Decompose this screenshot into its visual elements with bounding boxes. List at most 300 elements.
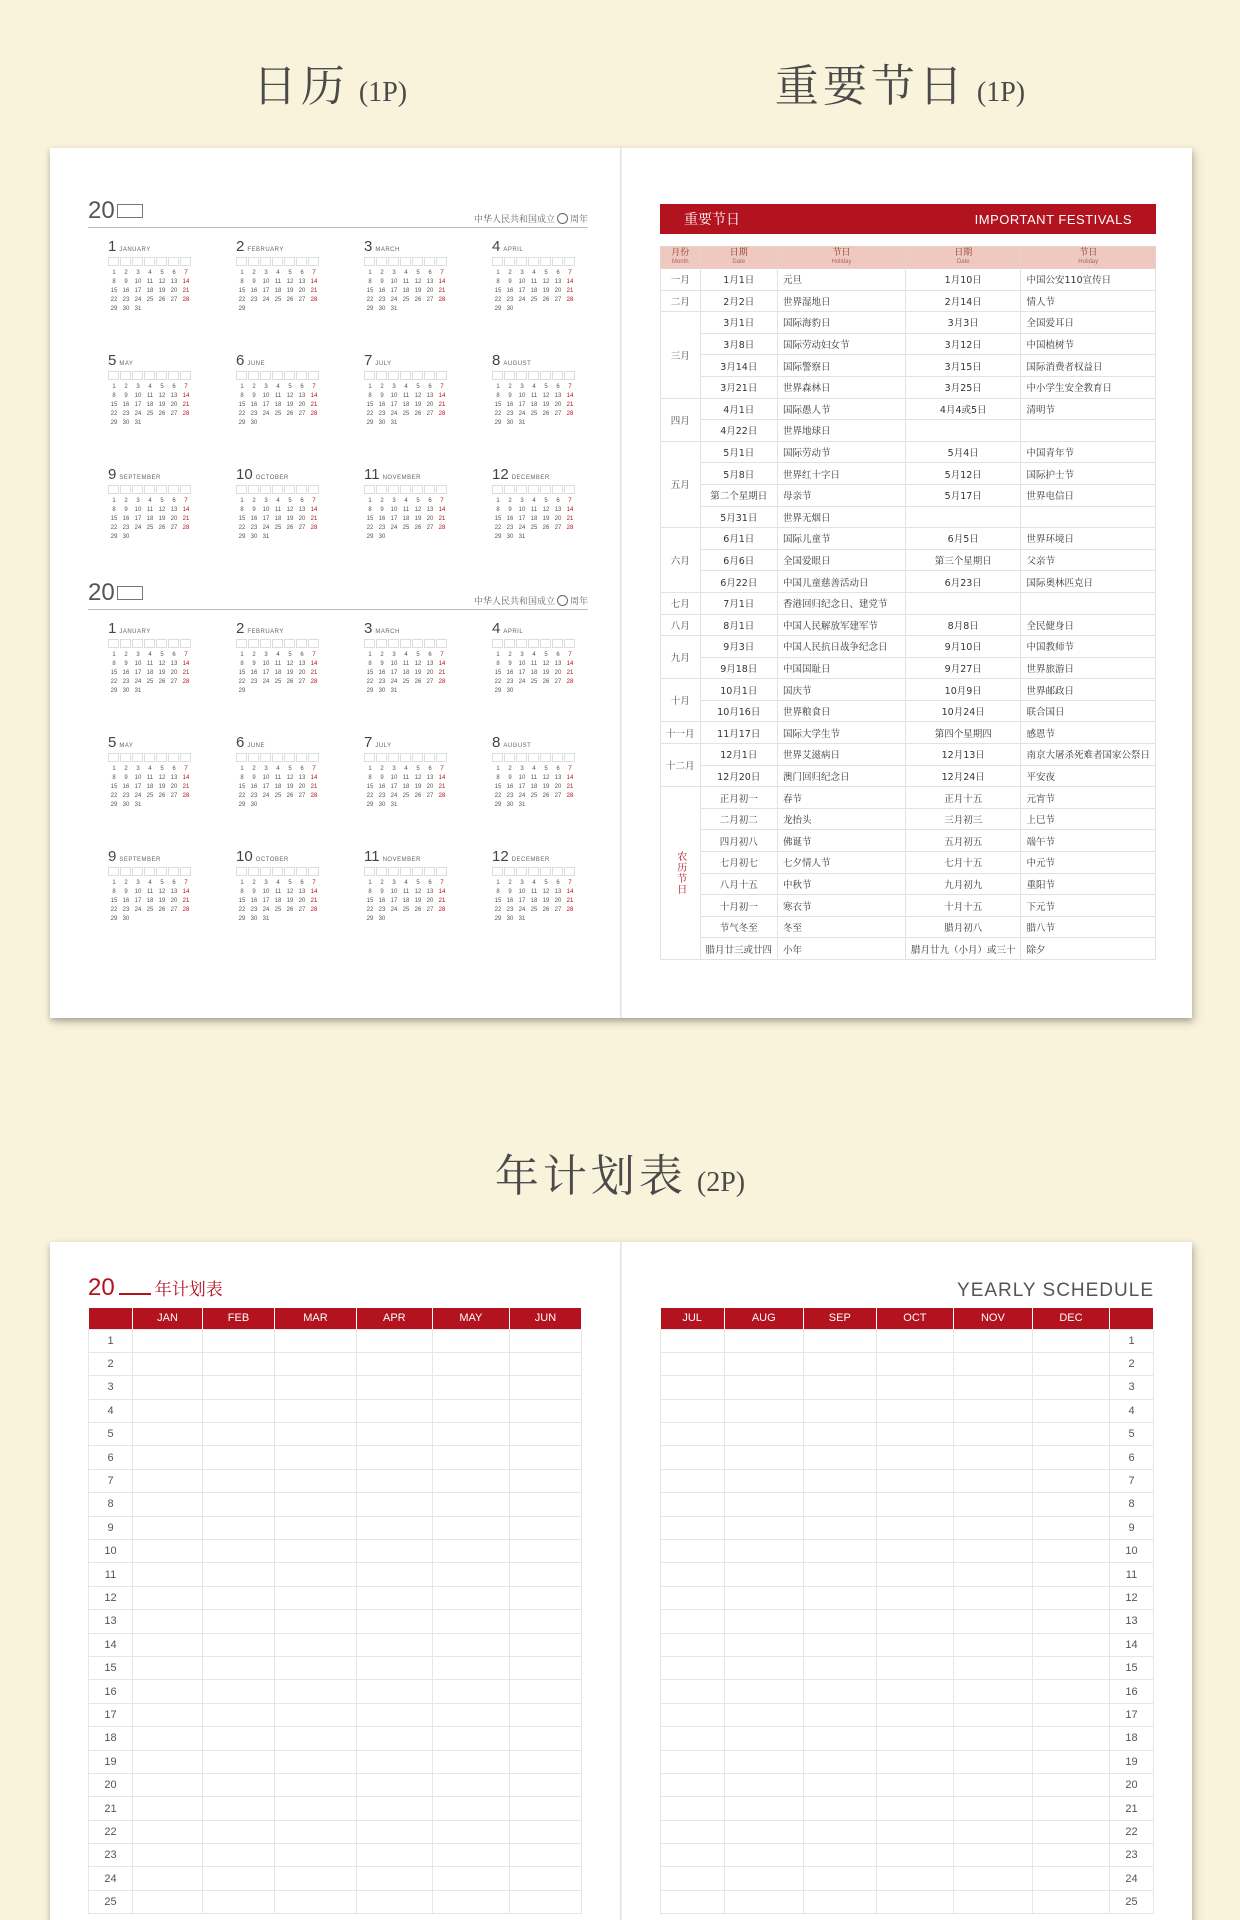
day-number: 31 [518,420,526,426]
day-number: 4 [404,270,408,276]
schedule-cell [510,1586,582,1609]
month-number: 2 [236,238,245,255]
festival-month: 八月 [661,614,701,636]
month-header [364,466,456,483]
schedule-cell [1032,1773,1109,1796]
weekday-box [400,639,411,648]
yearly-schedule-left-page [88,1272,582,1914]
day-number: 1 [240,880,244,886]
month-number: 9 [108,848,117,865]
day-number: 23 [122,679,130,685]
festival-date: 正月十五 [905,787,1021,809]
weekday-box [180,753,191,762]
schedule-row [89,1540,582,1563]
day-number: 4 [276,766,280,772]
month-number: 12 [492,848,509,865]
weekday-box [564,753,575,762]
day-number: 3 [520,880,524,886]
days-grid [364,652,456,694]
weekday-box [364,257,375,266]
day-number: 9 [508,775,512,781]
festivals-header-cell [905,247,1021,269]
calendar-year-number [88,579,143,607]
day-number: 22 [366,297,374,303]
schedule-cell [203,1680,275,1703]
row-number: 2 [89,1352,133,1375]
day-number: 25 [274,297,282,303]
day-number: 22 [366,907,374,913]
year-blank-line [119,1293,151,1295]
festival-date: 9月3日 [700,636,778,658]
day-number: 21 [182,784,190,790]
day-number: 3 [520,498,524,504]
day-number: 25 [530,793,538,799]
weekday-box [296,257,307,266]
day-number: 20 [554,402,562,408]
day-number: 7 [312,384,316,390]
day-number: 13 [298,279,306,285]
festival-name: 国际奥林匹克日 [1021,571,1156,593]
day-number: 10 [134,279,142,285]
day-number: 19 [414,516,422,522]
schedule-cell [876,1540,953,1563]
festival-date: 7月1日 [700,592,778,614]
weekday-box [492,753,503,762]
day-number: 14 [566,775,574,781]
schedule-cell [724,1352,803,1375]
day-number: 1 [368,270,372,276]
day-number: 19 [286,670,294,676]
festival-name: 中国人民抗日战争纪念日 [778,636,906,658]
day-number: 30 [122,802,130,808]
month-name: JANUARY [119,247,151,253]
row-number: 11 [1110,1563,1154,1586]
weekday-box [272,257,283,266]
row-number: 10 [1110,1540,1154,1563]
schedule-row [661,1680,1154,1703]
weekday-box [308,753,319,762]
month-block [492,466,584,566]
days-grid [236,880,328,922]
schedule-cell [133,1399,203,1422]
festivals-page [660,204,1156,960]
day-number: 9 [124,661,128,667]
day-number: 4 [532,766,536,772]
day-number: 2 [124,652,128,658]
day-number: 8 [368,889,372,895]
yearly-schedule-title [88,1274,223,1302]
weekday-boxes [108,639,200,648]
day-number: 4 [148,384,152,390]
festival-date: 五月初五 [905,830,1021,852]
weekday-boxes [236,639,328,648]
day-number: 10 [134,661,142,667]
day-number: 1 [112,270,116,276]
schedule-cell [133,1352,203,1375]
schedule-cell [876,1423,953,1446]
festival-name: 冬至 [778,916,906,938]
day-number: 5 [544,652,548,658]
month-block [236,238,328,338]
day-number: 5 [288,880,292,886]
day-number: 11 [530,507,538,513]
weekday-box [364,639,375,648]
day-number: 27 [426,411,434,417]
schedule-cell [432,1329,509,1352]
days-grid [108,270,200,312]
schedule-cell [953,1680,1032,1703]
day-number: 10 [518,661,526,667]
day-number: 19 [158,288,166,294]
day-number: 19 [286,898,294,904]
day-number: 8 [112,661,116,667]
day-number: 29 [110,916,118,922]
weekday-box [540,485,551,494]
days-grid [236,384,328,426]
day-number: 17 [518,402,526,408]
festival-date: 正月初一 [700,787,778,809]
festival-date: 5月1日 [700,441,778,463]
row-number: 18 [1110,1727,1154,1750]
day-number: 1 [368,498,372,504]
schedule-cell [133,1563,203,1586]
row-number: 4 [1110,1399,1154,1422]
day-number: 6 [556,652,560,658]
schedule-row [89,1376,582,1399]
day-number: 12 [542,507,550,513]
weekday-box [248,485,259,494]
weekday-box [168,485,179,494]
days-grid [108,880,200,922]
day-number: 2 [508,880,512,886]
month-number: 4 [492,620,501,637]
month-block [364,620,456,720]
month-block [108,238,200,338]
festival-name: 元宵节 [1021,787,1156,809]
day-number: 19 [414,288,422,294]
festival-date: 十月十五 [905,895,1021,917]
weekday-box [236,485,247,494]
month-block [108,848,200,948]
day-number: 5 [160,880,164,886]
day-number: 16 [122,898,130,904]
day-number-header [1110,1308,1154,1329]
day-number: 9 [124,279,128,285]
day-number: 26 [542,411,550,417]
row-number: 3 [89,1376,133,1399]
day-number: 15 [366,670,374,676]
weekday-box [272,485,283,494]
schedule-cell [510,1469,582,1492]
weekday-box [564,867,575,876]
day-number: 3 [136,766,140,772]
festival-month: 三月 [661,312,701,398]
schedule-cell [510,1352,582,1375]
weekday-box [296,371,307,380]
day-number: 7 [568,652,572,658]
day-number: 20 [298,670,306,676]
festival-name: 下元节 [1021,895,1156,917]
day-number: 7 [568,384,572,390]
festival-date: 腊月廿三或廿四 [700,938,778,960]
day-number: 18 [274,784,282,790]
day-number: 6 [428,270,432,276]
weekday-boxes [364,485,456,494]
month-header [492,734,584,751]
weekday-box [424,753,435,762]
day-number: 24 [390,679,398,685]
day-number: 6 [172,766,176,772]
month-number: 6 [236,352,245,369]
weekday-box [388,485,399,494]
day-number: 7 [184,270,188,276]
row-number: 23 [1110,1844,1154,1867]
schedule-cell [203,1446,275,1469]
weekday-box [168,753,179,762]
month-name: NOVEMBER [382,857,421,863]
schedule-row [89,1656,582,1679]
month-header-cell: DEC [1032,1308,1109,1329]
schedule-cell [432,1399,509,1422]
weekday-box [284,257,295,266]
schedule-row [89,1610,582,1633]
section-title-festivals [700,50,1100,114]
schedule-cell [275,1329,357,1352]
day-number: 26 [158,525,166,531]
festival-name: 中国公安110宣传日 [1021,269,1156,291]
schedule-cell [133,1493,203,1516]
day-number: 23 [378,411,386,417]
festival-row [661,420,1156,442]
schedule-cell [953,1352,1032,1375]
day-number: 27 [170,679,178,685]
month-header-cell: JAN [133,1308,203,1329]
schedule-cell [432,1446,509,1469]
schedule-cell [356,1820,432,1843]
festivals-header-cell [700,247,778,269]
day-number: 16 [250,516,258,522]
weekday-boxes [364,753,456,762]
schedule-cell [133,1446,203,1469]
day-number: 9 [252,775,256,781]
festival-row [661,657,1156,679]
weekday-box [552,753,563,762]
weekday-box [180,371,191,380]
day-number: 14 [566,507,574,513]
day-number: 6 [556,880,560,886]
schedule-cell [876,1329,953,1352]
day-number: 24 [518,525,526,531]
schedule-cell [356,1516,432,1539]
schedule-row [89,1633,582,1656]
weekday-box [504,753,515,762]
weekday-boxes [236,485,328,494]
schedule-cell [953,1844,1032,1867]
day-number: 15 [110,288,118,294]
day-number: 23 [250,679,258,685]
day-number: 27 [298,793,306,799]
day-number: 18 [146,288,154,294]
day-number: 15 [494,402,502,408]
yearly-title-en: YEARLY SCHEDULE [957,1280,1154,1301]
row-number: 25 [1110,1890,1154,1913]
schedule-cell [510,1399,582,1422]
festival-date: 8月8日 [905,614,1021,636]
day-number: 13 [298,661,306,667]
festival-date: 1月1日 [700,269,778,291]
schedule-cell [275,1376,357,1399]
day-number: 8 [368,507,372,513]
day-number: 23 [506,411,514,417]
day-number: 5 [416,498,420,504]
day-number: 26 [286,411,294,417]
day-number: 11 [402,889,410,895]
day-number: 29 [366,688,374,694]
schedule-cell [510,1703,582,1726]
schedule-row [89,1797,582,1820]
day-number: 16 [250,784,258,790]
schedule-cell [803,1773,876,1796]
festival-name: 国际劳动妇女节 [778,333,906,355]
day-number: 4 [532,652,536,658]
day-number: 17 [134,402,142,408]
row-number: 24 [89,1867,133,1890]
month-block [108,620,200,720]
month-number: 8 [492,734,501,751]
day-number: 6 [428,652,432,658]
day-number: 29 [238,688,246,694]
weekday-box [412,867,423,876]
schedule-cell [953,1890,1032,1913]
weekday-box [272,639,283,648]
row-number: 1 [1110,1329,1154,1352]
row-number: 19 [1110,1750,1154,1773]
header-en: Holiday [831,258,852,265]
day-number: 16 [378,670,386,676]
day-number: 9 [252,393,256,399]
festival-date: 十月初一 [700,895,778,917]
day-number: 1 [368,766,372,772]
day-number: 31 [262,534,270,540]
day-number: 9 [380,507,384,513]
days-grid [108,498,200,540]
day-number: 3 [392,766,396,772]
weekday-box [516,639,527,648]
day-number: 14 [182,279,190,285]
day-number: 4 [404,766,408,772]
day-number: 10 [390,279,398,285]
weekday-box [108,485,119,494]
schedule-cell [1032,1727,1109,1750]
schedule-cell [275,1773,357,1796]
day-number: 7 [184,766,188,772]
schedule-cell [510,1423,582,1446]
day-number: 15 [110,516,118,522]
festival-row [661,528,1156,550]
day-number: 13 [170,889,178,895]
schedule-cell [876,1773,953,1796]
day-number: 4 [148,498,152,504]
day-number: 17 [390,402,398,408]
month-header [108,352,200,369]
schedule-row [89,1844,582,1867]
day-number: 31 [390,802,398,808]
schedule-cell [203,1797,275,1820]
day-number: 27 [298,411,306,417]
day-number: 14 [566,661,574,667]
weekday-box [492,639,503,648]
day-number: 6 [300,880,304,886]
day-number: 10 [518,889,526,895]
month-header [364,238,456,255]
days-grid [108,652,200,694]
schedule-row [661,1656,1154,1679]
festival-date: 节气冬至 [700,916,778,938]
day-number: 30 [122,306,130,312]
festival-name: 世界森林日 [778,376,906,398]
day-number: 24 [518,907,526,913]
month-name: FEBRUARY [247,247,284,253]
day-number: 14 [310,775,318,781]
row-number: 13 [1110,1610,1154,1633]
schedule-cell [510,1680,582,1703]
schedule-cell [510,1820,582,1843]
schedule-row [661,1423,1154,1446]
festival-date: 12月20日 [700,765,778,787]
day-number: 1 [496,766,500,772]
header-en: Holiday [1078,258,1099,265]
day-number: 5 [416,270,420,276]
calendar-year-block [88,580,588,962]
festival-month: 六月 [661,528,701,593]
day-number: 28 [566,907,574,913]
weekday-box [492,257,503,266]
schedule-row [89,1820,582,1843]
day-number: 30 [506,306,514,312]
schedule-cell [356,1633,432,1656]
day-number: 9 [124,775,128,781]
schedule-row [661,1352,1154,1375]
day-number: 22 [494,411,502,417]
schedule-cell [803,1446,876,1469]
festival-date: 9月10日 [905,636,1021,658]
day-number: 11 [530,393,538,399]
day-number: 8 [112,507,116,513]
day-number: 15 [238,670,246,676]
weekday-box [504,639,515,648]
header-cn: 日期 [954,247,973,258]
day-number: 11 [402,661,410,667]
weekday-box [260,867,271,876]
schedule-cell [275,1820,357,1843]
festival-name: 南京大屠杀死难者国家公祭日 [1021,744,1156,766]
month-number: 11 [364,848,380,865]
weekday-box [296,867,307,876]
schedule-cell [356,1680,432,1703]
day-number: 30 [378,802,386,808]
header-cn: 节日 [1079,247,1098,258]
day-number: 22 [110,793,118,799]
month-name: APRIL [503,247,524,253]
schedule-cell [133,1540,203,1563]
day-number: 3 [392,270,396,276]
day-number: 2 [508,652,512,658]
day-number: 24 [390,411,398,417]
day-number: 28 [310,297,318,303]
schedule-cell [432,1680,509,1703]
schedule-cell [133,1586,203,1609]
day-number: 27 [426,297,434,303]
